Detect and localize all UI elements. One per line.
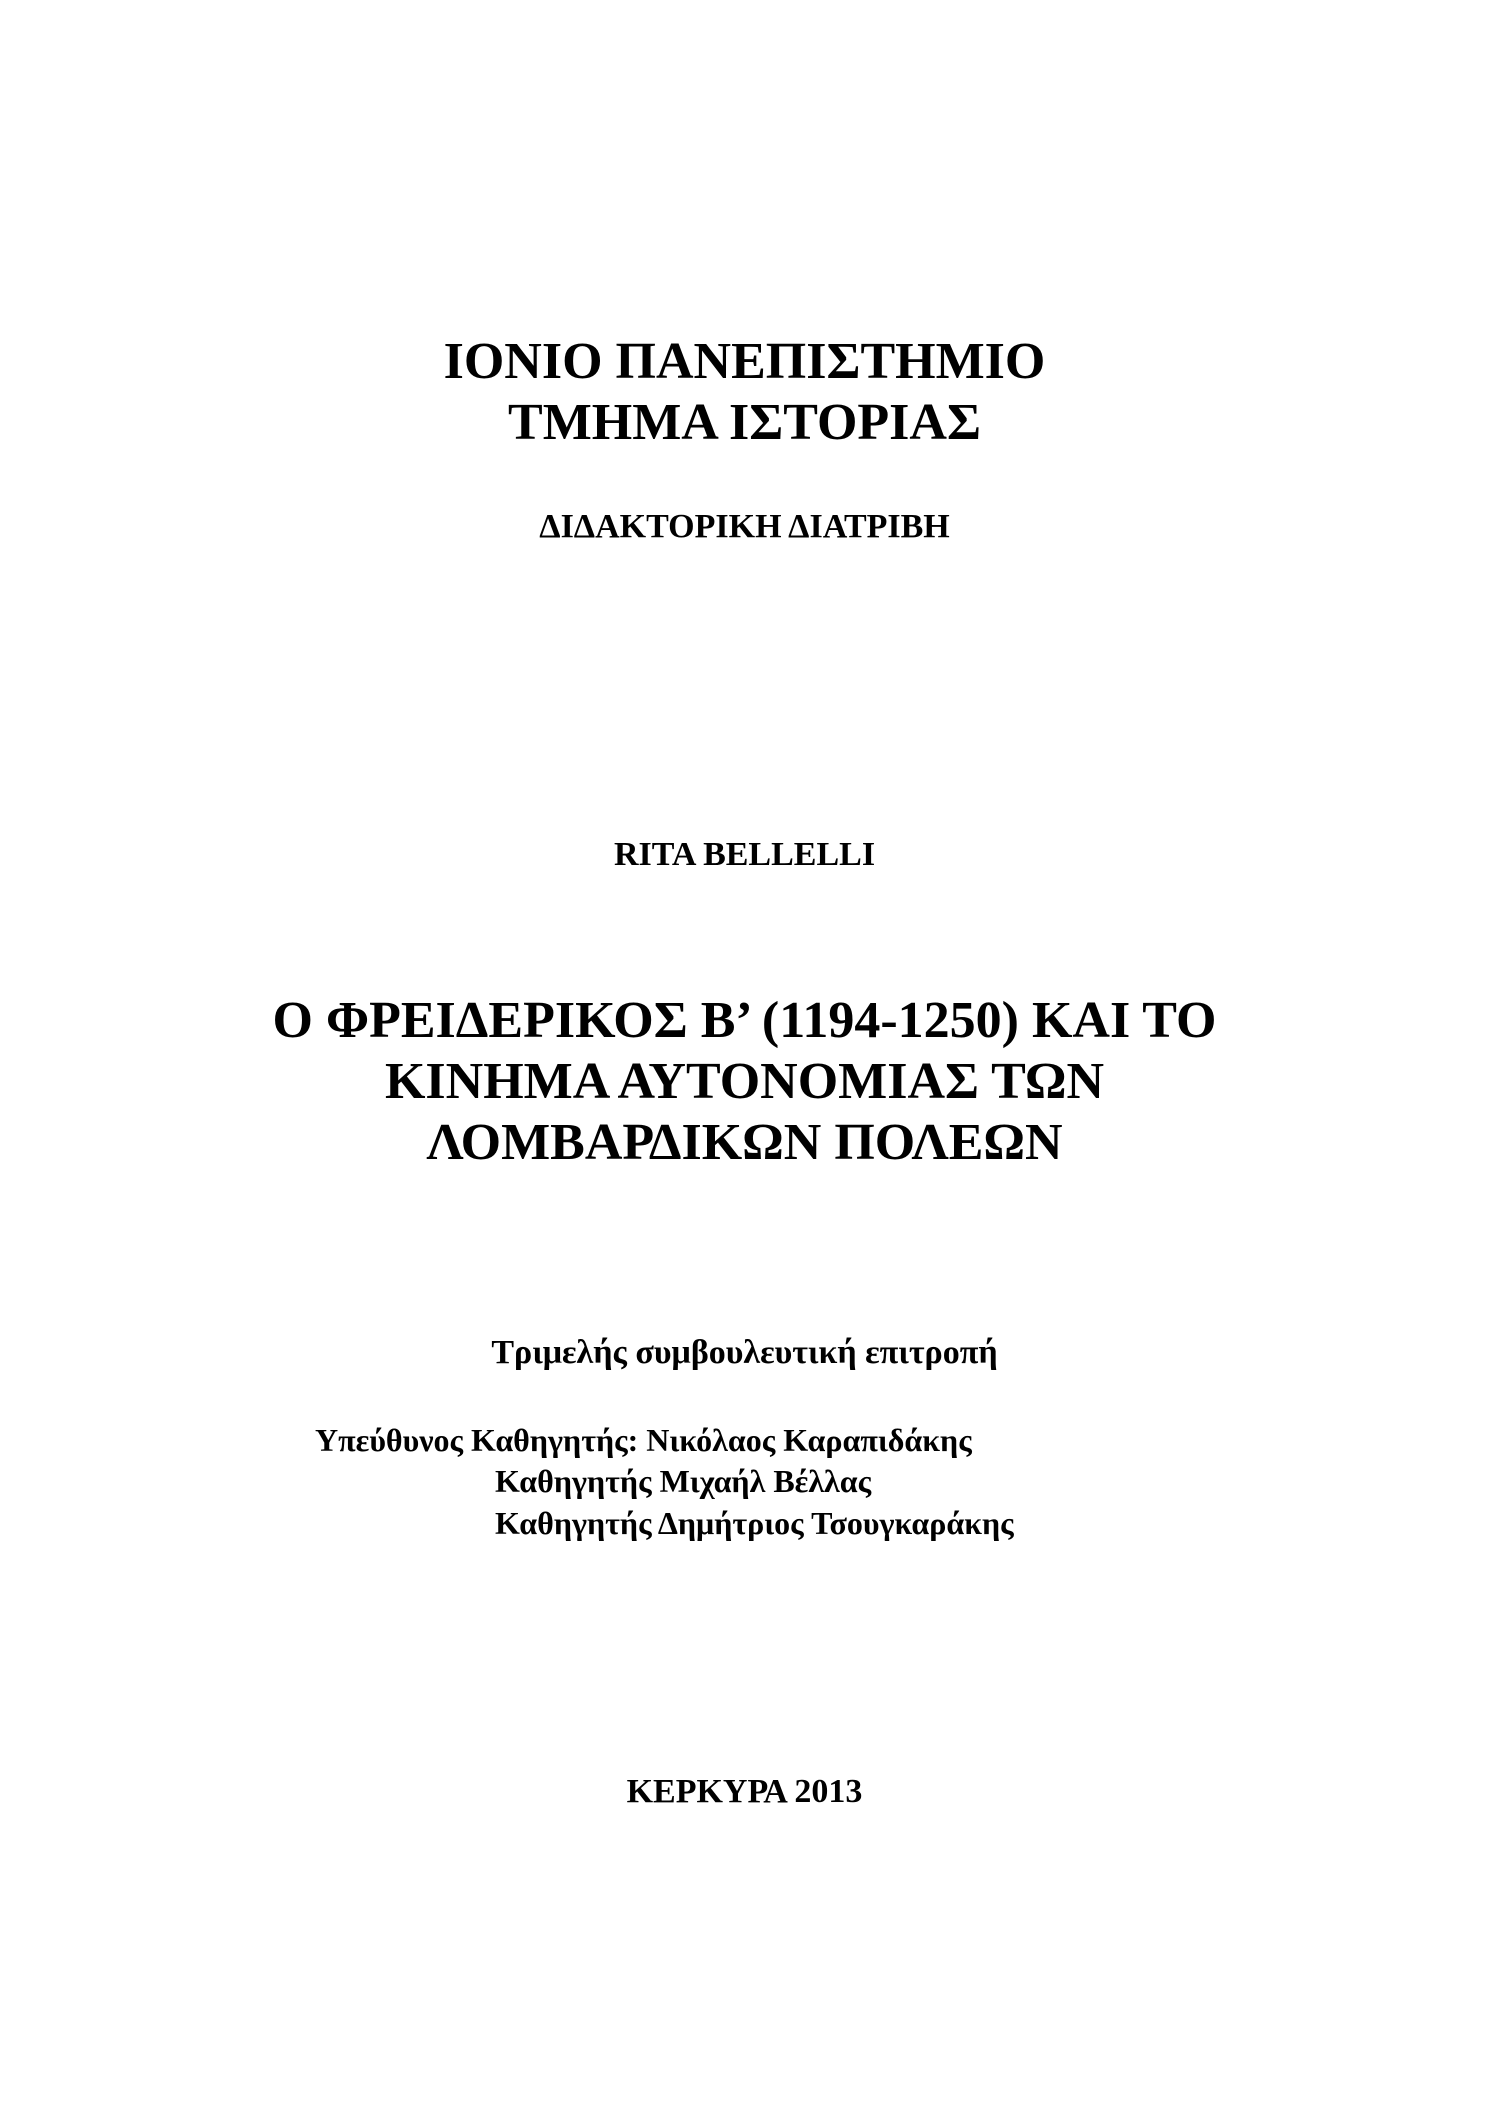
committee-heading: Τριμελής συμβουλευτική επιτροπή: [491, 1334, 998, 1371]
university-name: ΙΟΝΙΟ ΠΑΝΕΠΙΣΤΗΜΙΟ: [443, 333, 1046, 390]
thesis-title-line-3: ΛΟΜΒΑΡΔΙΚΩΝ ΠΟΛΕΩΝ: [426, 1114, 1063, 1171]
document-type: ΔΙΔΑΚΤΟΡΙΚΗ ΔΙΑΤΡΙΒΗ: [539, 508, 950, 545]
committee-member-2: Καθηγητής Μιχαήλ Βέλλας: [495, 1463, 872, 1499]
committee-member-supervisor: Υπεύθυνος Καθηγητής: Νικόλαος Καραπιδάκης: [315, 1422, 972, 1458]
thesis-title-line-1: Ο ΦΡΕΙΔΕΡΙΚΟΣ Β’ (1194-1250) ΚΑΙ ΤΟ: [272, 992, 1217, 1049]
thesis-title-line-2: ΚΙΝΗΜΑ ΑΥΤΟΝΟΜΙΑΣ ΤΩΝ: [384, 1053, 1105, 1110]
committee-member-3: Καθηγητής Δημήτριος Τσουγκαράκης: [495, 1505, 1014, 1541]
author-name: RITA BELLELLI: [613, 836, 876, 873]
department-name: ΤΜΗΜΑ ΙΣΤΟΡΙΑΣ: [508, 394, 981, 451]
place-and-year: ΚΕΡΚΥΡΑ 2013: [626, 1773, 863, 1810]
